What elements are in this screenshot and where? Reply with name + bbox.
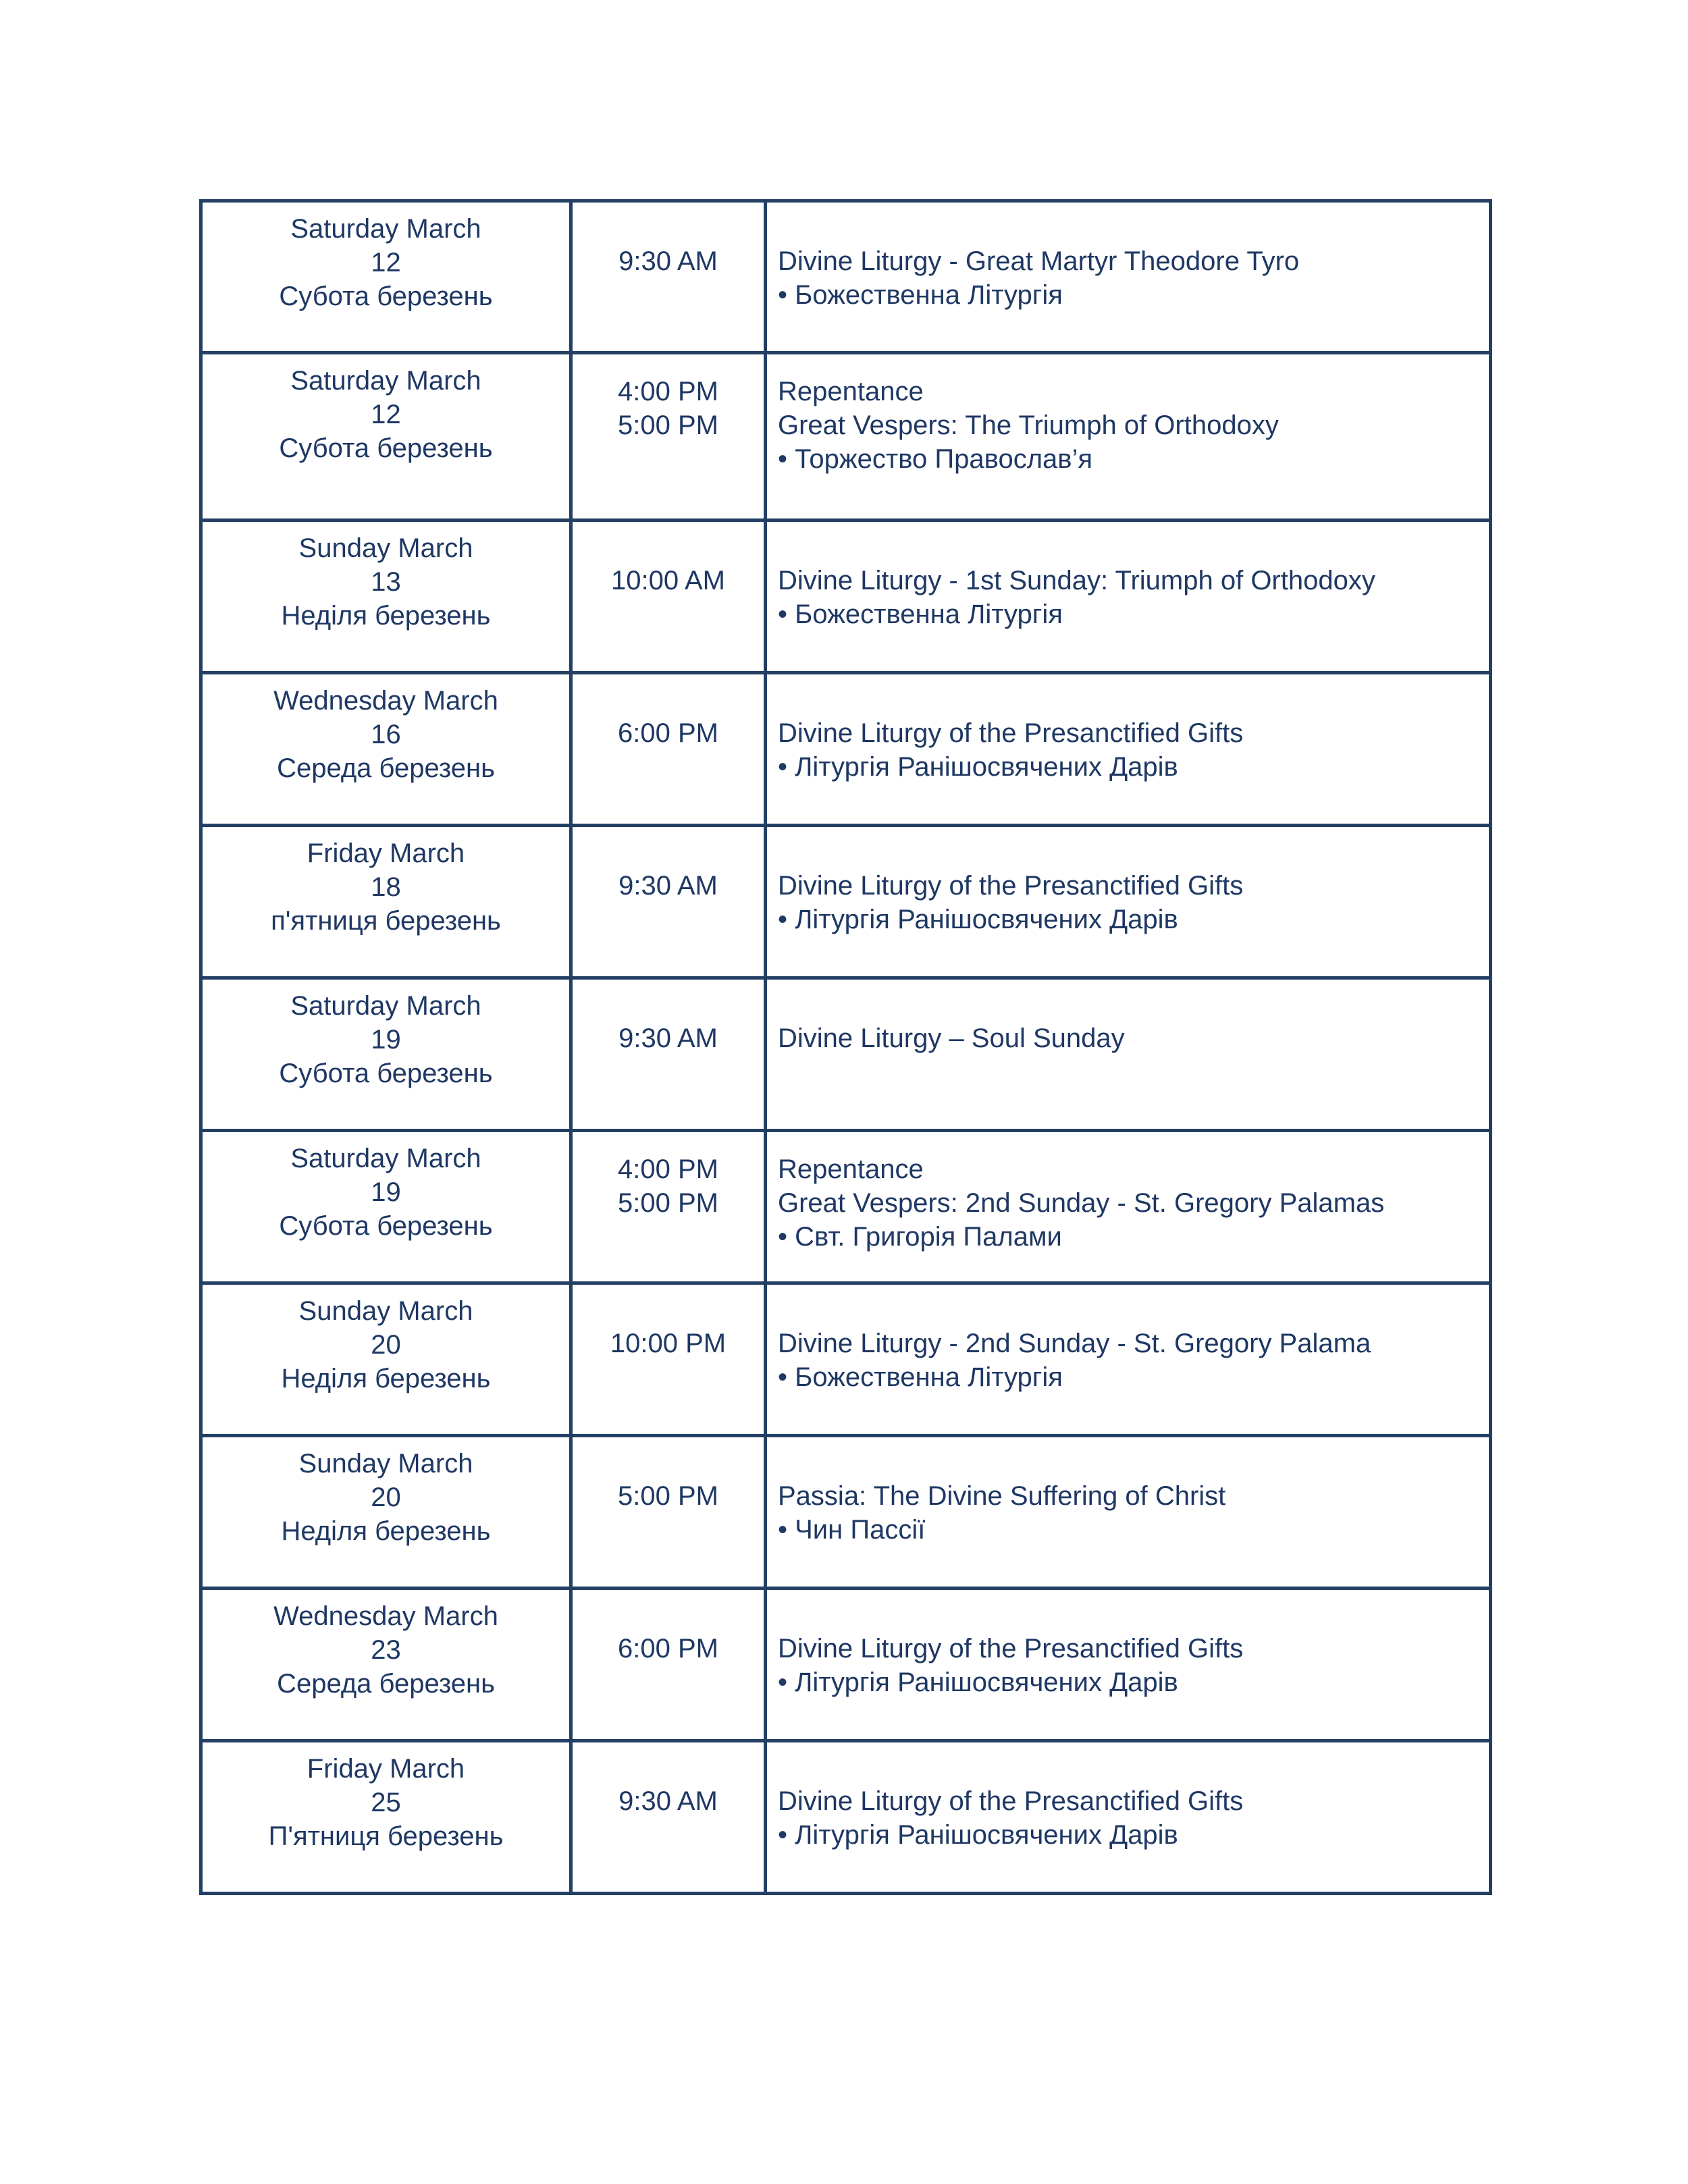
schedule-row — [201, 353, 1491, 521]
time-value: 5:00 PM — [618, 1188, 718, 1218]
time-cell — [571, 201, 766, 353]
date-uk: Субота березень — [279, 1059, 493, 1088]
time-value: 10:00 PM — [610, 1329, 727, 1358]
event-line: • Божественна Літургія — [778, 280, 1063, 310]
date-num: 20 — [371, 1483, 401, 1512]
event-cell — [766, 1436, 1491, 1589]
date-num: 13 — [371, 567, 401, 597]
date-uk: п'ятниця березень — [271, 906, 501, 936]
event-cell — [766, 1283, 1491, 1436]
event-line: • Божественна Літургія — [778, 600, 1063, 629]
event-cell — [766, 201, 1491, 353]
date-cell — [201, 1131, 571, 1283]
event-cell — [766, 1131, 1491, 1283]
time-value: 4:00 PM — [618, 1154, 718, 1184]
event-line: Repentance — [778, 377, 924, 406]
date-uk: Субота березень — [279, 1211, 493, 1241]
event-line: • Божественна Літургія — [778, 1362, 1063, 1392]
event-line: Divine Liturgy of the Presanctified Gifts — [778, 718, 1244, 748]
date-day: Sunday March — [298, 1449, 473, 1479]
date-num: 16 — [371, 720, 401, 749]
event-line: Great Vespers: 2nd Sunday - St. Gregory Palamas — [778, 1188, 1385, 1218]
schedule-row — [201, 1283, 1491, 1436]
event-cell — [766, 353, 1491, 521]
date-uk: Середа березень — [277, 753, 495, 783]
date-cell — [201, 521, 571, 673]
date-uk: Неділя березень — [281, 1364, 491, 1393]
time-cell — [571, 1741, 766, 1894]
time-cell — [571, 826, 766, 978]
date-num: 18 — [371, 872, 401, 902]
date-num: 23 — [371, 1635, 401, 1665]
event-line: • Літургія Ранішосвячених Дарів — [778, 752, 1178, 782]
schedule-row — [201, 521, 1491, 673]
event-line: Passia: The Divine Suffering of Christ — [778, 1481, 1226, 1511]
date-day: Saturday March — [290, 1144, 481, 1173]
event-line: Divine Liturgy of the Presanctified Gifts — [778, 871, 1244, 901]
schedule-row — [201, 1741, 1491, 1894]
date-uk: Субота березень — [279, 433, 493, 463]
date-uk: Неділя березень — [281, 1516, 491, 1546]
event-line: • Літургія Ранішосвячених Дарів — [778, 905, 1178, 934]
date-day: Sunday March — [298, 1296, 473, 1326]
schedule-table — [199, 199, 1492, 1895]
date-day: Sunday March — [298, 533, 473, 563]
date-cell — [201, 1741, 571, 1894]
event-line: Great Vespers: The Triumph of Orthodoxy — [778, 410, 1279, 440]
schedule-row — [201, 826, 1491, 978]
event-line: • Свт. Григорія Палами — [778, 1222, 1062, 1252]
time-cell — [571, 521, 766, 673]
event-line: • Торжество Православ’я — [778, 444, 1093, 474]
date-num: 19 — [371, 1177, 401, 1207]
time-value: 9:30 AM — [618, 1023, 718, 1053]
date-day: Wednesday March — [273, 686, 498, 716]
time-cell — [571, 1589, 766, 1741]
date-num: 20 — [371, 1330, 401, 1360]
date-uk: Середа березень — [277, 1669, 495, 1699]
time-cell — [571, 978, 766, 1131]
date-cell — [201, 826, 571, 978]
date-num: 19 — [371, 1025, 401, 1055]
date-day: Saturday March — [290, 214, 481, 244]
event-line: • Літургія Ранішосвячених Дарів — [778, 1820, 1178, 1850]
schedule-row — [201, 673, 1491, 826]
event-cell — [766, 1741, 1491, 1894]
time-cell — [571, 1283, 766, 1436]
date-day: Friday March — [307, 1754, 465, 1784]
date-day: Saturday March — [290, 991, 481, 1021]
schedule-row — [201, 978, 1491, 1131]
date-day: Friday March — [307, 838, 465, 868]
date-day: Wednesday March — [273, 1601, 498, 1631]
date-cell — [201, 1589, 571, 1741]
date-cell — [201, 201, 571, 353]
schedule-row — [201, 1589, 1491, 1741]
event-cell — [766, 673, 1491, 826]
event-cell — [766, 1589, 1491, 1741]
time-value: 10:00 AM — [610, 566, 725, 595]
event-line: Divine Liturgy of the Presanctified Gifts — [778, 1634, 1244, 1663]
time-cell — [571, 673, 766, 826]
date-num: 12 — [371, 400, 401, 429]
time-cell — [571, 1131, 766, 1283]
time-value: 5:00 PM — [618, 410, 718, 440]
date-cell — [201, 673, 571, 826]
date-cell — [201, 1283, 571, 1436]
date-num: 12 — [371, 248, 401, 277]
date-cell — [201, 353, 571, 521]
time-value: 9:30 AM — [618, 871, 718, 901]
schedule-row — [201, 1131, 1491, 1283]
date-uk: П'ятниця березень — [268, 1821, 504, 1851]
event-line: Divine Liturgy - Great Martyr Theodore Tyro — [778, 246, 1300, 276]
event-line: Divine Liturgy - 1st Sunday: Triumph of Orthodoxy — [778, 566, 1375, 595]
event-cell — [766, 826, 1491, 978]
date-cell — [201, 978, 571, 1131]
schedule-row — [201, 1436, 1491, 1589]
date-uk: Неділя березень — [281, 601, 491, 631]
event-line: Divine Liturgy of the Presanctified Gifts — [778, 1786, 1244, 1816]
schedule-body — [201, 201, 1491, 1894]
event-line: Divine Liturgy – Soul Sunday — [778, 1023, 1125, 1053]
event-cell — [766, 521, 1491, 673]
schedule-row — [201, 201, 1491, 353]
event-line: • Літургія Ранішосвячених Дарів — [778, 1668, 1178, 1697]
time-cell — [571, 1436, 766, 1589]
event-line: Repentance — [778, 1154, 924, 1184]
date-cell — [201, 1436, 571, 1589]
time-cell — [571, 353, 766, 521]
event-cell — [766, 978, 1491, 1131]
time-value: 9:30 AM — [618, 1786, 718, 1816]
date-num: 25 — [371, 1788, 401, 1817]
event-line: • Чин Пассії — [778, 1515, 926, 1545]
date-uk: Субота березень — [279, 282, 493, 311]
time-value: 5:00 PM — [618, 1481, 718, 1511]
date-day: Saturday March — [290, 366, 481, 396]
time-value: 4:00 PM — [618, 377, 718, 406]
time-value: 6:00 PM — [618, 718, 718, 748]
time-value: 9:30 AM — [618, 246, 718, 276]
event-line: Divine Liturgy - 2nd Sunday - St. Gregory Palama — [778, 1329, 1371, 1358]
time-value: 6:00 PM — [618, 1634, 718, 1663]
